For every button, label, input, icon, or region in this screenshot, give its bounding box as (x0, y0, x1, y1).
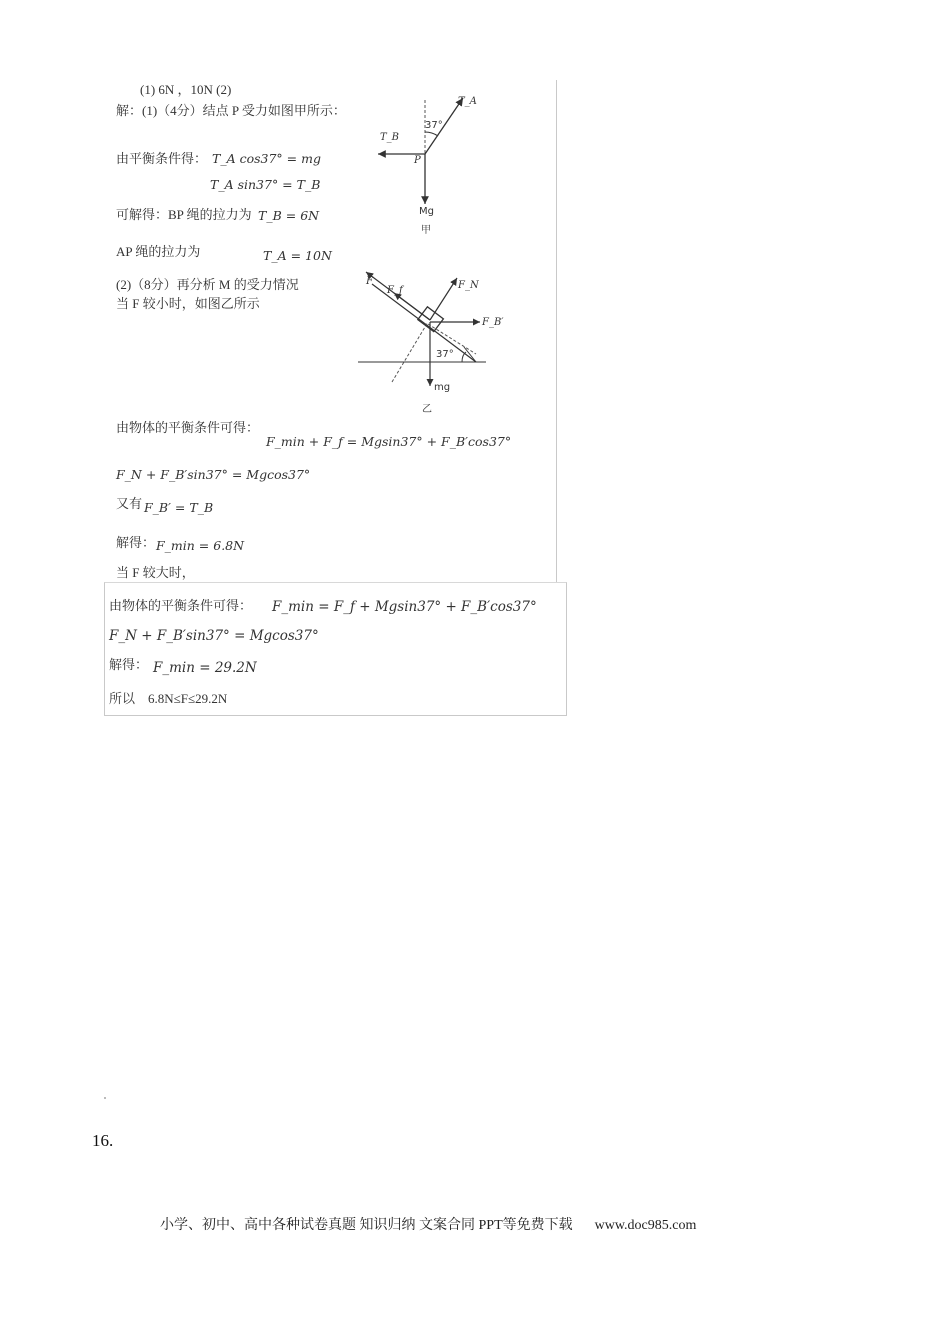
jia-tb-label: T_B (380, 132, 400, 143)
large-balance-label: 由物体的平衡条件可得： (109, 598, 253, 613)
footer-text: 小学、初中、高中各种试卷真题 知识归纳 文案合同 PPT等免费下载 (160, 1218, 573, 1233)
solve-label-2: 解得： (109, 657, 149, 672)
part1-solve-label: 可解得：BP 绳的拉力为 (116, 207, 252, 222)
jia-p-label: P (414, 155, 421, 166)
equation-fb-tb: F_B′ = T_B (144, 500, 214, 515)
result-large: F_min = 29.2N (153, 660, 257, 676)
question-number: 16. (92, 1131, 114, 1150)
yi-fn-label: F_N (458, 280, 479, 291)
jia-mg-label: Mg (419, 206, 434, 217)
equation-tb-value: T_B = 6N (258, 208, 320, 223)
answer-header: (1) 6N ，10N (2) (140, 82, 232, 97)
jia-caption: 甲 (421, 225, 431, 236)
yi-caption: 乙 (422, 404, 432, 415)
figure-jia-diagram (370, 92, 510, 232)
solve-label-1: 解得： (116, 535, 156, 550)
yi-f-label: F (366, 276, 373, 287)
yi-fb-label: F_B′ (482, 317, 504, 328)
part2-intro: (2)（8分）再分析 M 的受力情况 (116, 277, 299, 292)
result-small: F_min = 6.8N (156, 538, 245, 553)
equation-ta-cos: T_A cos37° = mg (212, 151, 321, 166)
equation-large-1: F_min = F_f + Mgsin37° + F_B′cos37° (272, 599, 537, 615)
part1-intro: 解：(1)（4分）结点 P 受力如图甲所示： (116, 103, 346, 118)
small-balance-label: 由物体的平衡条件可得： (116, 420, 260, 435)
equation-ta-value: T_A = 10N (263, 248, 332, 263)
part2-large-force: 当 F 较大时， (116, 565, 195, 580)
equation-large-2: F_N + F_B′sin37° = Mgcos37° (109, 628, 319, 644)
part2-small-force: 当 F 较小时，如图乙所示 (116, 296, 260, 311)
yi-angle-label: 37° (436, 349, 454, 360)
equation-small-1: F_min + F_f = Mgsin37° + F_B′cos37° (266, 434, 512, 449)
yi-mg-label: mg (434, 382, 451, 393)
footer-url[interactable]: www.doc985.com (594, 1218, 697, 1233)
yi-ff-label: F_f (387, 285, 403, 296)
jia-ta-label: T_A (458, 96, 477, 107)
also-label: 又有 (116, 496, 143, 511)
scan-speck (104, 1097, 106, 1099)
page-footer (160, 1214, 696, 1234)
jia-angle-label: 37° (425, 120, 443, 131)
part1-balance-label: 由平衡条件得： (116, 151, 208, 166)
equation-small-2: F_N + F_B′sin37° = Mgcos37° (116, 467, 311, 482)
equation-ta-sin: T_A sin37° = T_B (210, 177, 321, 192)
conclusion: 所以 6.8N≤F≤29.2N (109, 691, 228, 706)
ap-rope-label: AP 绳的拉力为 (116, 244, 201, 259)
figure-yi-diagram (352, 272, 492, 412)
